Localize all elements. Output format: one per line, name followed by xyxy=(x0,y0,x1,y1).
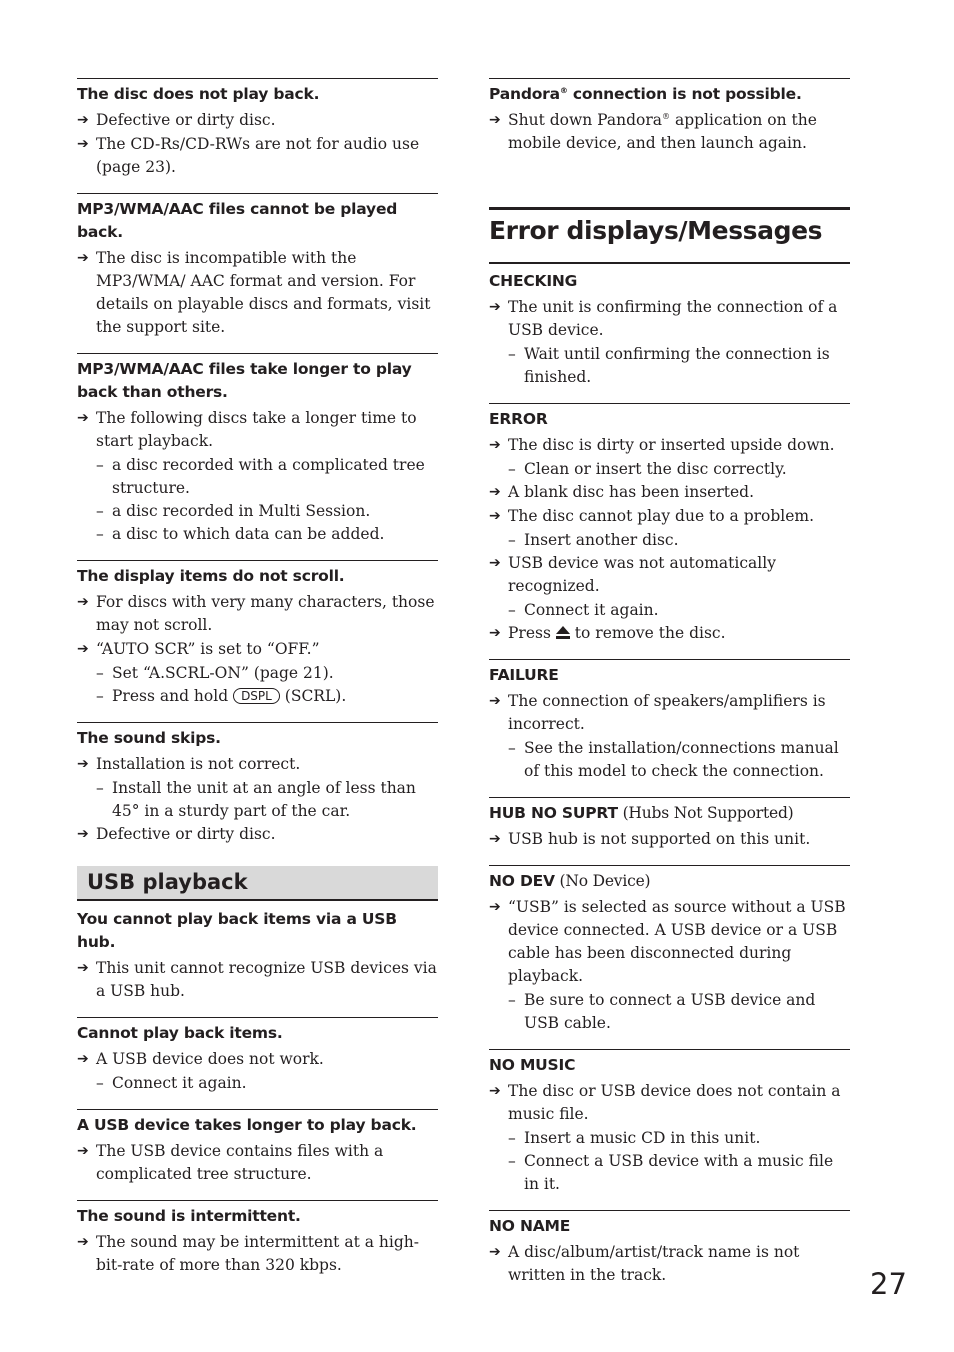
section-no-dev xyxy=(489,865,850,1035)
arrow-right-icon: ➔ xyxy=(489,555,501,571)
arrow-right-icon: ➔ xyxy=(77,250,89,266)
item-text-b: application on the mobile device, and then launch again. xyxy=(508,111,817,152)
dash-icon: – xyxy=(508,531,516,549)
sub-text: Install the unit at an angle of less than 45° in a sturdy part of the car. xyxy=(112,779,416,820)
item-text: The disc or USB device does not contain a music file. xyxy=(508,1082,841,1123)
item-text: The disc is incompatible with the MP3/WMA/ AAC format and version. For details on playable discs and formats, visit the support site. xyxy=(96,249,431,336)
registered-mark: ® xyxy=(559,85,568,95)
item-text: The sound may be intermittent at a high-bit-rate of more than 320 kbps. xyxy=(96,1233,419,1274)
arrow-right-icon: ➔ xyxy=(77,1051,89,1067)
sub-item xyxy=(77,777,438,823)
item-text xyxy=(508,111,817,152)
dash-icon: – xyxy=(96,1074,104,1092)
sub-text: Connect it again. xyxy=(112,1074,247,1092)
item-text: For discs with very many characters, those may not scroll. xyxy=(96,593,435,634)
item-text: The disc cannot play due to a problem. xyxy=(508,507,815,525)
sub-item xyxy=(77,454,438,500)
list-item xyxy=(489,434,850,457)
item-text: This unit cannot recognize USB devices via a USB hub. xyxy=(96,959,437,1000)
item-text: The unit is confirming the connection of a USB device. xyxy=(508,298,838,339)
item-text: USB hub is not supported on this unit. xyxy=(508,830,811,848)
left-column xyxy=(77,78,438,1291)
item-text: The CD-Rs/CD-RWs are not for audio use (page 23). xyxy=(96,135,420,176)
sub-text: See the installation/connections manual of this model to check the connection. xyxy=(524,739,839,780)
dash-icon: – xyxy=(508,739,516,757)
error-displays-heading: Error displays/Messages xyxy=(489,207,850,264)
sub-item xyxy=(489,599,850,622)
item-text: Press xyxy=(508,624,551,642)
arrow-right-icon: ➔ xyxy=(77,410,89,426)
arrow-right-icon: ➔ xyxy=(77,756,89,772)
arrow-right-icon: ➔ xyxy=(489,625,501,641)
usb-playback-heading: USB playback xyxy=(77,866,438,901)
list-item xyxy=(489,109,850,155)
eject-icon xyxy=(556,626,570,639)
section-title: MP3/WMA/AAC files cannot be played back. xyxy=(77,200,398,241)
list-item xyxy=(489,505,850,528)
list-item xyxy=(77,823,438,846)
section-checking xyxy=(489,270,850,389)
arrow-right-icon: ➔ xyxy=(489,1244,501,1260)
section-title: The display items do not scroll. xyxy=(77,567,345,585)
section-title: Cannot play back items. xyxy=(77,1024,283,1042)
dash-icon: – xyxy=(508,345,516,363)
section-sound-intermittent xyxy=(77,1200,438,1277)
title-suffix: (Hubs Not Supported) xyxy=(617,804,794,822)
arrow-right-icon: ➔ xyxy=(489,508,501,524)
section-title: The sound skips. xyxy=(77,729,221,747)
section-no-name xyxy=(489,1210,850,1287)
list-item xyxy=(77,1140,438,1186)
section-failure xyxy=(489,659,850,783)
list-item xyxy=(77,753,438,776)
arrow-right-icon: ➔ xyxy=(77,641,89,657)
sub-item xyxy=(489,343,850,389)
list-item xyxy=(77,109,438,132)
section-title: CHECKING xyxy=(489,272,578,290)
sub-text: Clean or insert the disc correctly. xyxy=(524,460,787,478)
arrow-right-icon: ➔ xyxy=(489,693,501,709)
title-text-rest: connection is not possible. xyxy=(567,85,802,103)
arrow-right-icon: ➔ xyxy=(489,112,501,128)
section-title: The disc does not play back. xyxy=(77,85,320,103)
list-item xyxy=(77,1048,438,1071)
sub-item xyxy=(489,1127,850,1150)
list-item xyxy=(489,896,850,988)
right-column xyxy=(489,78,850,1301)
dash-icon: – xyxy=(508,1152,516,1170)
dash-icon: – xyxy=(96,664,104,682)
item-text-a: Shut down Pandora xyxy=(508,111,663,129)
arrow-right-icon: ➔ xyxy=(489,437,501,453)
page-number: 27 xyxy=(870,1267,907,1301)
list-item xyxy=(77,133,438,179)
section-title xyxy=(489,870,850,893)
arrow-right-icon: ➔ xyxy=(77,594,89,610)
section-mp3-longer xyxy=(77,353,438,546)
sub-item xyxy=(77,1072,438,1095)
list-item xyxy=(77,957,438,1003)
title-suffix: (No Device) xyxy=(554,872,651,890)
item-text: The disc is dirty or inserted upside down. xyxy=(508,436,835,454)
section-title xyxy=(489,83,850,106)
sub-item xyxy=(77,685,438,708)
sub-text: a disc recorded in Multi Session. xyxy=(112,502,371,520)
sub-item xyxy=(77,500,438,523)
dash-icon: – xyxy=(508,1129,516,1147)
arrow-right-icon: ➔ xyxy=(77,1143,89,1159)
section-pandora xyxy=(489,78,850,155)
section-no-scroll xyxy=(77,560,438,708)
item-text: Installation is not correct. xyxy=(96,755,301,773)
sub-item xyxy=(489,737,850,783)
sub-item xyxy=(489,1150,850,1196)
dash-icon: – xyxy=(508,460,516,478)
arrow-right-icon: ➔ xyxy=(77,136,89,152)
item-text: The connection of speakers/amplifiers is incorrect. xyxy=(508,692,826,733)
list-item xyxy=(489,1080,850,1126)
item-text: A blank disc has been inserted. xyxy=(508,483,754,501)
section-error xyxy=(489,403,850,645)
list-item xyxy=(77,247,438,339)
sub-text: Connect a USB device with a music file in it. xyxy=(524,1152,834,1193)
title-text: NO DEV xyxy=(489,872,555,890)
sub-text: Press and hold xyxy=(112,687,229,705)
item-text: The following discs take a longer time to start playback. xyxy=(96,409,417,450)
section-usb-hub xyxy=(77,908,438,1003)
sub-item xyxy=(77,662,438,685)
sub-item xyxy=(489,529,850,552)
dash-icon: – xyxy=(96,687,104,705)
sub-text: Set “A.SCRL-ON” (page 21). xyxy=(112,664,334,682)
list-item xyxy=(77,591,438,637)
section-title: ERROR xyxy=(489,410,548,428)
list-item xyxy=(489,481,850,504)
section-hub-no-suprt xyxy=(489,797,850,851)
list-item xyxy=(77,638,438,661)
dash-icon: – xyxy=(508,991,516,1009)
section-usb-longer xyxy=(77,1109,438,1186)
item-text: Defective or dirty disc. xyxy=(96,825,276,843)
list-item xyxy=(489,296,850,342)
section-no-music xyxy=(489,1049,850,1196)
sub-text: Insert a music CD in this unit. xyxy=(524,1129,761,1147)
list-item xyxy=(77,1231,438,1277)
item-text: “USB” is selected as source without a USB device connected. A USB device or a USB cable has been disconnected during playback. xyxy=(508,898,846,985)
arrow-right-icon: ➔ xyxy=(77,1234,89,1250)
dash-icon: – xyxy=(96,456,104,474)
dash-icon: – xyxy=(96,525,104,543)
section-title: NO NAME xyxy=(489,1217,571,1235)
sub-text: Connect it again. xyxy=(524,601,659,619)
arrow-right-icon: ➔ xyxy=(77,826,89,842)
dash-icon: – xyxy=(96,779,104,797)
list-item xyxy=(77,407,438,453)
sub-text: a disc recorded with a complicated tree structure. xyxy=(112,456,425,497)
registered-mark: ® xyxy=(662,111,671,121)
item-text: A USB device does not work. xyxy=(96,1050,324,1068)
item-text-suffix: to remove the disc. xyxy=(574,624,726,642)
arrow-right-icon: ➔ xyxy=(489,1083,501,1099)
section-title: A USB device takes longer to play back. xyxy=(77,1116,417,1134)
sub-item xyxy=(489,458,850,481)
sub-text: Wait until confirming the connection is finished. xyxy=(524,345,830,386)
title-text: Pandora xyxy=(489,85,560,103)
section-disc-not-play xyxy=(77,78,438,179)
list-item xyxy=(489,690,850,736)
list-item xyxy=(489,828,850,851)
list-item xyxy=(489,1241,850,1287)
sub-text-suffix: (SCRL). xyxy=(284,687,347,705)
sub-text: Be sure to connect a USB device and USB cable. xyxy=(524,991,816,1032)
list-item xyxy=(489,622,850,645)
arrow-right-icon: ➔ xyxy=(489,299,501,315)
arrow-right-icon: ➔ xyxy=(489,484,501,500)
sub-item xyxy=(77,523,438,546)
arrow-right-icon: ➔ xyxy=(489,899,501,915)
section-title: The sound is intermittent. xyxy=(77,1207,301,1225)
list-item xyxy=(489,552,850,598)
dash-icon: – xyxy=(508,601,516,619)
section-title: MP3/WMA/AAC files take longer to play back than others. xyxy=(77,360,412,401)
section-mp3-cannot-play xyxy=(77,193,438,339)
section-title xyxy=(489,802,850,825)
title-text: HUB NO SUPRT xyxy=(489,804,618,822)
dspl-key-label: DSPL xyxy=(233,688,280,704)
section-sound-skips xyxy=(77,722,438,846)
sub-text: Insert another disc. xyxy=(524,531,679,549)
section-title: You cannot play back items via a USB hub. xyxy=(77,910,397,951)
section-title: NO MUSIC xyxy=(489,1056,576,1074)
section-cannot-play-items xyxy=(77,1017,438,1095)
sub-text: a disc to which data can be added. xyxy=(112,525,385,543)
item-text: USB device was not automatically recognized. xyxy=(508,554,776,595)
item-text: The USB device contains files with a complicated tree structure. xyxy=(96,1142,384,1183)
arrow-right-icon: ➔ xyxy=(77,960,89,976)
dash-icon: – xyxy=(96,502,104,520)
arrow-right-icon: ➔ xyxy=(77,112,89,128)
item-text: A disc/album/artist/track name is not written in the track. xyxy=(508,1243,800,1284)
arrow-right-icon: ➔ xyxy=(489,831,501,847)
item-text: “AUTO SCR” is set to “OFF.” xyxy=(96,640,320,658)
item-text: Defective or dirty disc. xyxy=(96,111,276,129)
section-title: FAILURE xyxy=(489,666,559,684)
sub-item xyxy=(489,989,850,1035)
